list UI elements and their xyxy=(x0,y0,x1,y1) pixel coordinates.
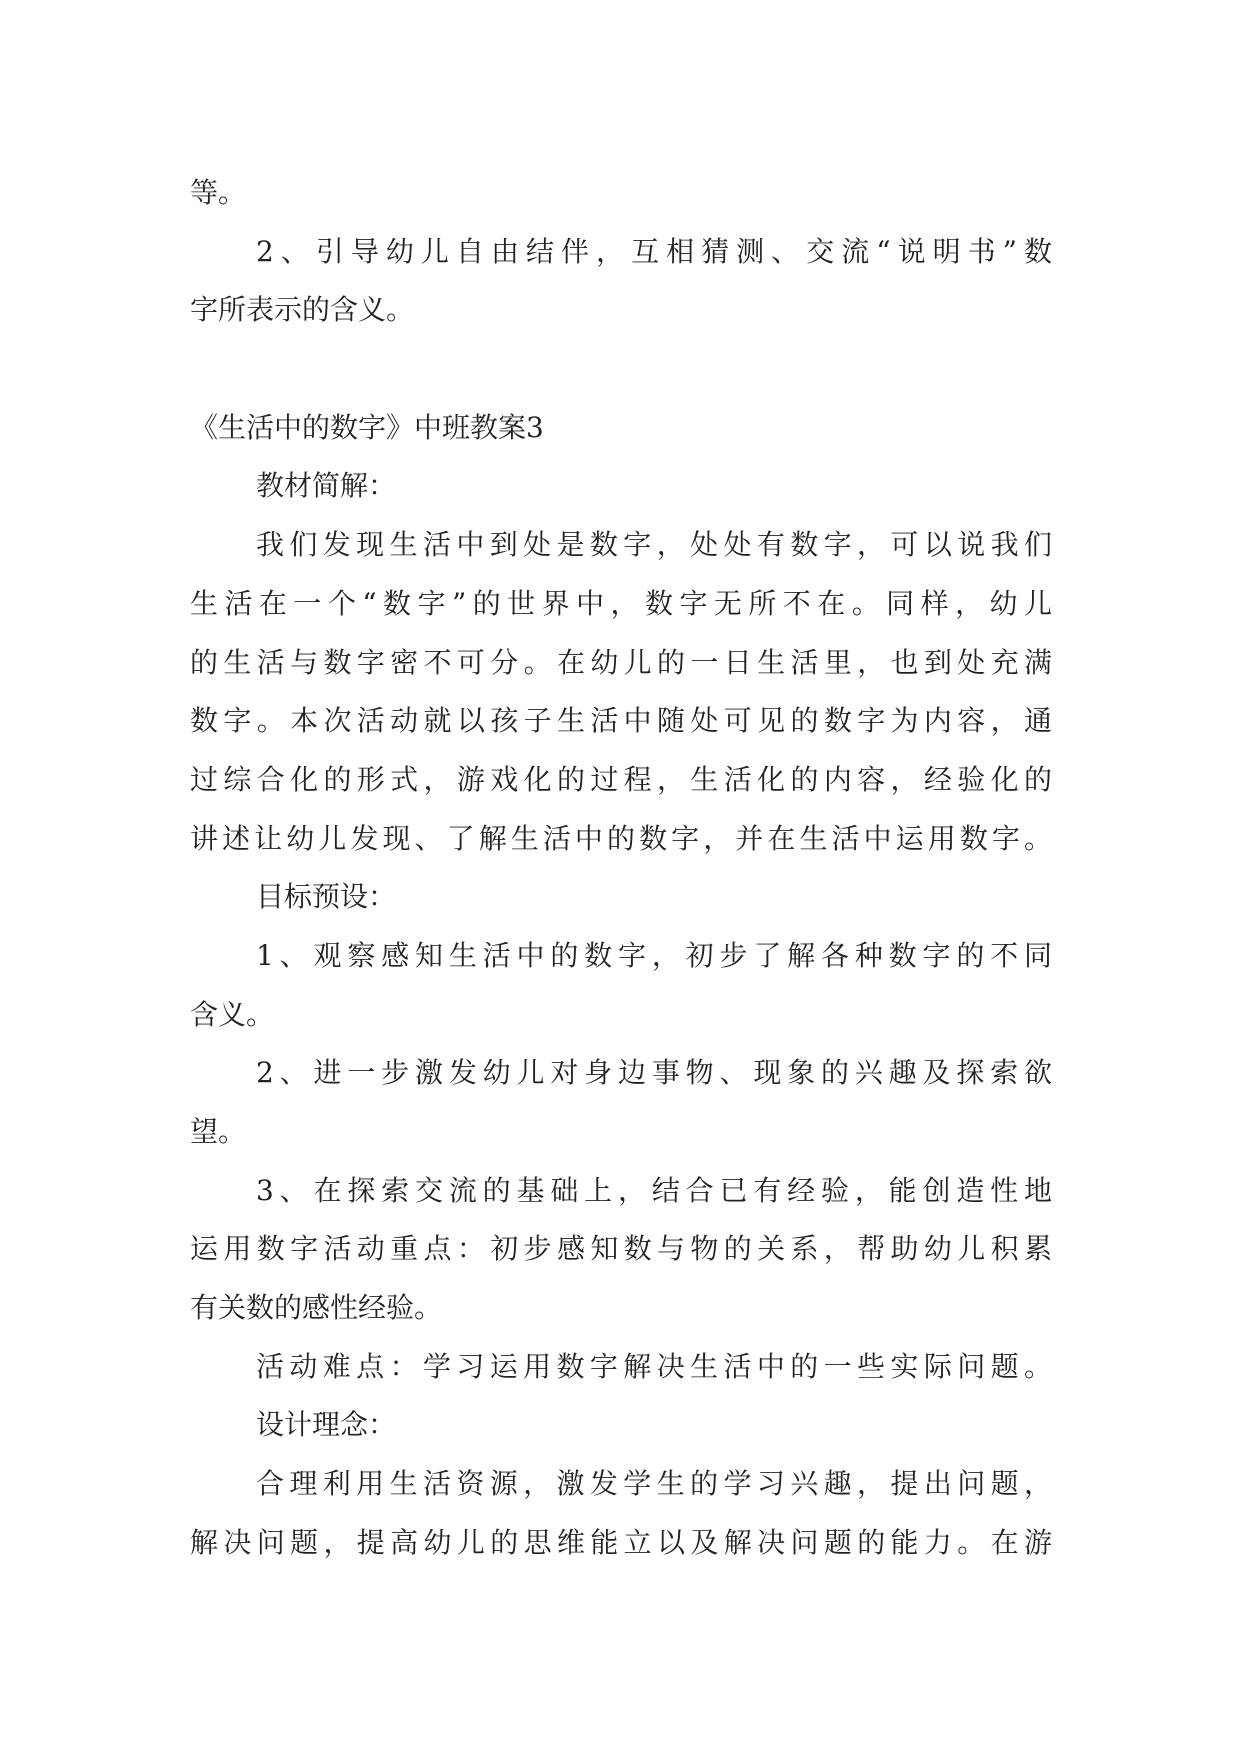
text-line: 等。 xyxy=(190,176,247,209)
text-line: 讲述让幼儿发现、了解生活中的数字，并在生活中运用数字。 xyxy=(190,821,1052,855)
text-line: 活动难点：学习运用数字解决生活中的一些实际问题。 xyxy=(256,1349,1052,1383)
text-line: 字所表示的含义。 xyxy=(190,293,415,327)
text-line: 设计理念： xyxy=(256,1408,397,1442)
text-line: 望。 xyxy=(190,1115,247,1148)
text-line: 2、引导幼儿自由结伴，互相猜测、交流“说明书”数 xyxy=(256,234,1052,268)
text-line: 解决问题，提高幼儿的思维能立以及解决问题的能力。在游 xyxy=(190,1525,1052,1559)
text-line: 数字。本次活动就以孩子生活中随处可见的数字为内容，通 xyxy=(190,704,1052,738)
text-line: 1、观察感知生活中的数字，初步了解各种数字的不同 xyxy=(256,938,1052,972)
text-line: 目标预设： xyxy=(256,880,397,914)
text-line: 合理利用生活资源，激发学生的学习兴趣，提出问题， xyxy=(256,1467,1052,1501)
text-line: 3、在探索交流的基础上，结合已有经验，能创造性地 xyxy=(256,1173,1052,1207)
text-line: 过综合化的形式，游戏化的过程，生活化的内容，经验化的 xyxy=(190,762,1052,796)
text-line xyxy=(190,340,1052,399)
text-line: 含义。 xyxy=(190,997,275,1031)
text-line: 运用数字活动重点：初步感知数与物的关系，帮助幼儿积累 xyxy=(190,1232,1052,1266)
text-line: 我们发现生活中到处是数字，处处有数字，可以说我们 xyxy=(256,528,1052,562)
text-line: 教材简解： xyxy=(256,469,397,503)
text-line: 2、进一步激发幼儿对身边事物、现象的兴趣及探索欲 xyxy=(256,1056,1052,1090)
section-title: 《生活中的数字》中班教案3 xyxy=(190,410,544,444)
text-line: 的生活与数字密不可分。在幼儿的一日生活里，也到处充满 xyxy=(190,645,1052,679)
text-line: 生活在一个“数字”的世界中，数字无所不在。同样，幼儿 xyxy=(190,586,1052,620)
text-line: 有关数的感性经验。 xyxy=(190,1291,443,1325)
document-body xyxy=(190,164,1052,1573)
